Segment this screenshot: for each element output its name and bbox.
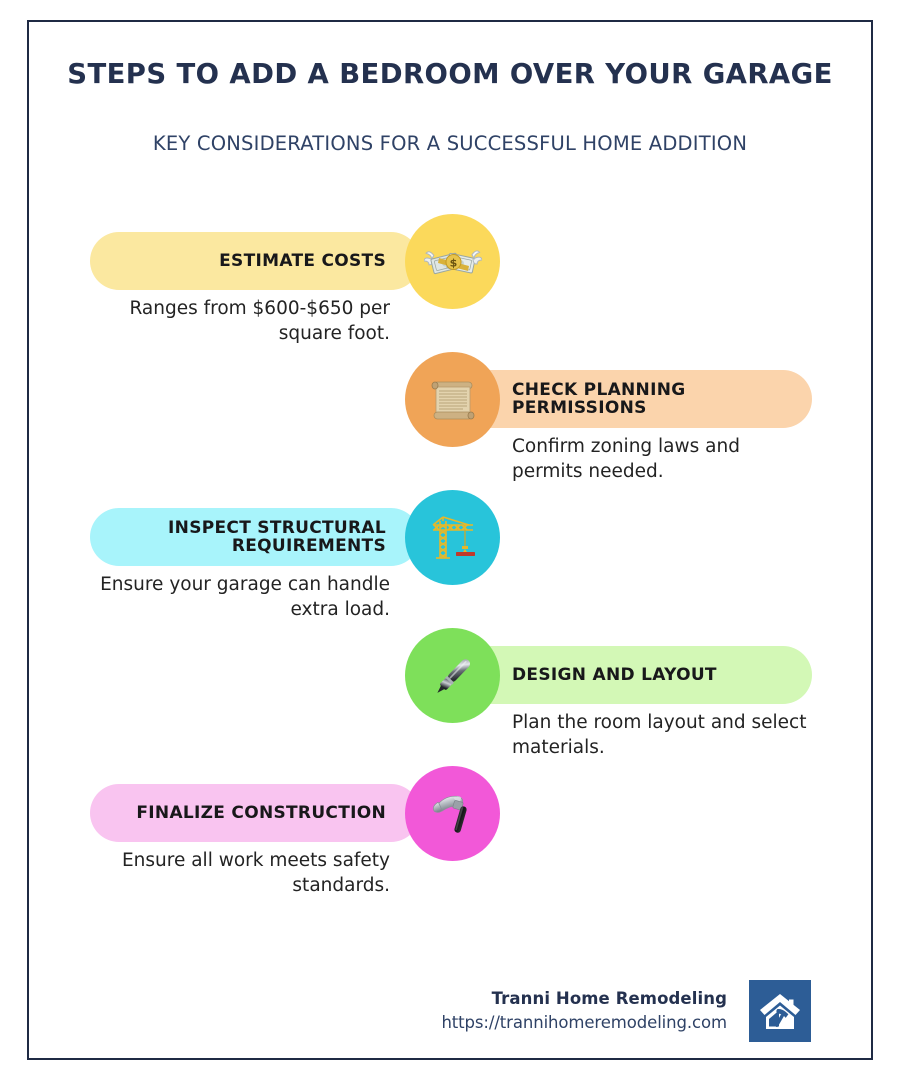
step-item — [0, 619, 900, 757]
scroll-icon — [425, 372, 481, 428]
step-item — [0, 757, 900, 895]
step-label: FINALIZE CONSTRUCTION — [136, 802, 386, 823]
hammer-icon — [425, 786, 481, 842]
brand-url[interactable]: https://trannihomeremodeling.com — [441, 1013, 727, 1032]
page-title: STEPS TO ADD A BEDROOM OVER YOUR GARAGE — [67, 58, 833, 90]
step-icon-circle — [405, 490, 500, 585]
step-pill — [90, 784, 420, 842]
money-with-wings-icon — [424, 233, 482, 291]
step-pill — [90, 508, 420, 566]
step-icon-circle — [405, 352, 500, 447]
step-icon-circle — [405, 214, 500, 309]
footer — [27, 965, 873, 1057]
step-description: Ensure your garage can handle extra load. — [100, 574, 390, 620]
svg-text:$: $ — [449, 256, 457, 269]
step-label: CHECK PLANNING PERMISSIONS — [512, 379, 686, 418]
step-description: Ranges from $600-$650 per square foot. — [129, 298, 390, 344]
page-subtitle: KEY CONSIDERATIONS FOR A SUCCESSFUL HOME ADDITION — [152, 132, 748, 155]
step-pill — [90, 232, 420, 290]
brand-name: Tranni Home Remodeling — [491, 989, 727, 1009]
step-label: INSPECT STRUCTURAL REQUIREMENTS — [168, 517, 386, 556]
step-item — [0, 343, 900, 481]
step-icon-circle — [405, 628, 500, 723]
brand-block — [441, 987, 749, 1035]
house-with-hammer-logo — [749, 980, 811, 1042]
step-description: Plan the room layout and select materials. — [512, 712, 807, 758]
step-label: DESIGN AND LAYOUT — [512, 664, 717, 685]
crane-icon — [425, 510, 481, 566]
steps-list — [0, 205, 900, 945]
step-icon-circle — [405, 766, 500, 861]
step-label: ESTIMATE COSTS — [219, 250, 386, 271]
step-description: Confirm zoning laws and permits needed. — [512, 436, 740, 482]
header — [27, 58, 873, 155]
pen-icon — [425, 648, 481, 704]
step-item — [0, 205, 900, 343]
step-description: Ensure all work meets safety standards. — [121, 850, 390, 896]
step-item — [0, 481, 900, 619]
